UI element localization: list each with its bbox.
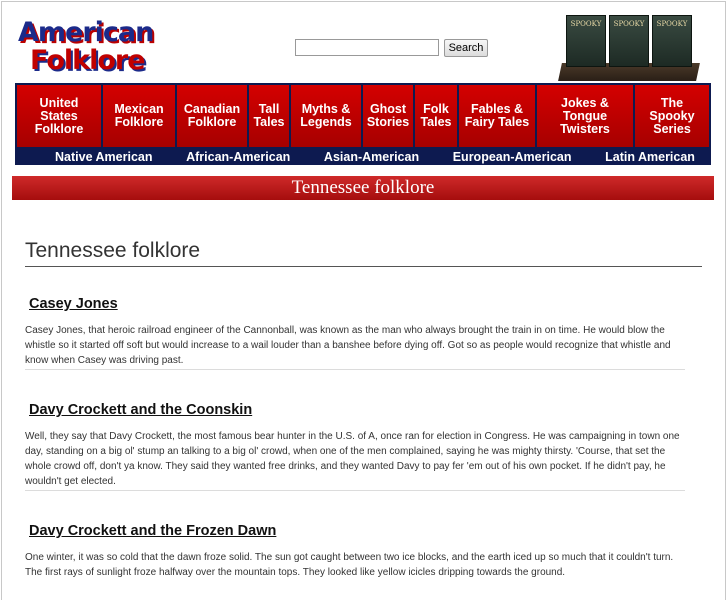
book-cover: SPOOKY — [652, 15, 692, 67]
nav-united-states-folklore[interactable]: United States Folklore — [17, 85, 103, 147]
story-title-link[interactable]: Casey Jones — [29, 296, 118, 312]
page-title: Tennessee folklore — [25, 239, 702, 267]
site-logo[interactable] — [18, 18, 168, 78]
nav-myths-legends[interactable]: Myths & Legends — [291, 85, 363, 147]
story-title-link[interactable]: Davy Crockett and the Coonskin — [29, 402, 253, 418]
section-banner: Tennessee folklore — [12, 176, 714, 200]
story-text: Well, they say that Davy Crockett, the most famous bear hunter in the U.S. of A, once ran for election in Congress. He was campaigning in town one day, standing on a big ol' stump an talking to a big ol' crowd, when one of the men complained, saying he was mighty thirsty. 'Course, that set the whole crowd off, don't ya know. They said they wanted free drinks, and they wanted Davy to pay fer 'em out of his own pocket. If he didn't pay, he wouldn't get elected. — [25, 431, 680, 487]
main-navigation — [15, 83, 711, 165]
spooky-books-image[interactable] — [560, 15, 698, 81]
book-cover: SPOOKY — [609, 15, 649, 67]
nav-folk-tales[interactable]: Folk Tales — [415, 85, 459, 147]
nav-native-american[interactable]: Native American — [55, 149, 153, 164]
nav-latin-american[interactable]: Latin American — [605, 149, 695, 164]
nav-mexican-folklore[interactable]: Mexican Folklore — [103, 85, 177, 147]
story-text: Casey Jones, that heroic railroad engineer of the Cannonball, was known as the man who always brought the train in on time. He would blow the whistle so it started off soft but would increase to a wail louder than a banshee before dying off. Got so as people would recognize that whistle and know when Casey was driving past. — [25, 325, 671, 366]
nav-bottom-row — [17, 148, 709, 165]
search-input[interactable] — [295, 39, 439, 56]
nav-jokes-tongue-twisters[interactable]: Jokes & Tongue Twisters — [537, 85, 635, 147]
nav-tall-tales[interactable]: Tall Tales — [249, 85, 291, 147]
nav-european-american[interactable]: European-American — [452, 149, 572, 164]
story-divider — [25, 369, 685, 370]
nav-ghost-stories[interactable]: Ghost Stories — [363, 85, 415, 147]
story-divider — [25, 490, 685, 491]
nav-canadian-folklore[interactable]: Canadian Folklore — [177, 85, 249, 147]
search-button[interactable]: Search — [444, 39, 488, 57]
logo-line-2: Folklore — [30, 45, 145, 76]
story-title-link[interactable]: Davy Crockett and the Frozen Dawn — [29, 523, 277, 539]
nav-spooky-series[interactable]: The Spooky Series — [635, 85, 709, 147]
logo-line-1: American — [18, 17, 154, 48]
nav-asian-american[interactable]: Asian-American — [323, 149, 420, 164]
story-text: One winter, it was so cold that the dawn froze solid. The sun got caught between two ice blocks, and the earth iced up so much that it couldn't turn. The first rays of sunlight froze halfway over the mountain tops. They looked like yellow icicles dripping towards the ground. — [25, 552, 674, 578]
book-cover: SPOOKY — [566, 15, 606, 67]
nav-top-row — [17, 85, 709, 147]
nav-fables-fairy-tales[interactable]: Fables & Fairy Tales — [459, 85, 537, 147]
nav-african-american[interactable]: African-American — [186, 149, 291, 164]
